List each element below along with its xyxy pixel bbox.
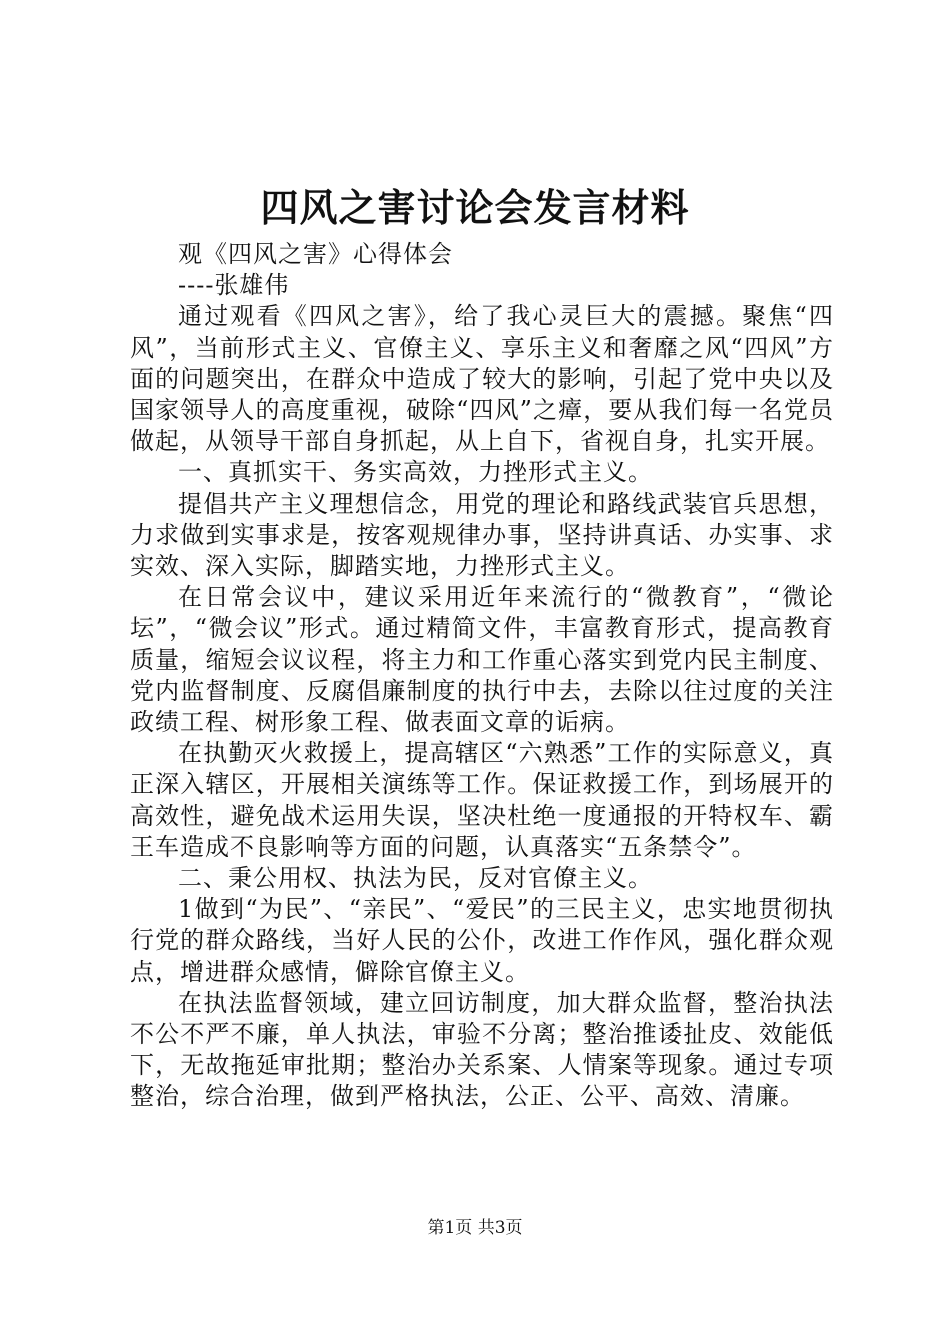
document-title: 四风之害讨论会发言材料 (260, 185, 690, 230)
document-subtitle: 观《四风之害》心得体会 (178, 240, 453, 268)
page-number-footer: 第1页 共3页 (427, 1218, 523, 1238)
paragraph: 1做到“为民”、“亲民”、“爱民”的三民主义，忠实地贯彻执行党的群众路线，当好人民的公仆，改进工作作风，强化群众观点，增进群众感情，僻除官僚主义。 (130, 895, 834, 986)
document-author: ----张雄伟 (178, 271, 290, 300)
section-heading-1: 一、真抓实干、务实高效，力挫形式主义。 (178, 458, 653, 487)
paragraph: 提倡共产主义理想信念，用党的理论和路线武装官兵思想，力求做到实事求是，按客观规律办事，坚持讲真话、办实事、求实效、深入实际，脚踏实地，力挫形式主义。 (130, 489, 834, 581)
paragraph-intro: 通过观看《四风之害》，给了我心灵巨大的震撼。聚焦“四风”，当前形式主义、官僚主义、享乐主义和奢靡之风“四风”方面的问题突出，在群众中造成了较大的影响，引起了党中央以及国家领导人的高度重视，破除“四风”之瘴，要从我们每一名党员做起，从领导干部自身抓起，从上自下，省视自身，扎实开展。 (130, 302, 834, 456)
section-heading-2: 二、秉公用权、执法为民，反对官僚主义。 (178, 864, 653, 893)
paragraph: 在执勤灭火救援上，提高辖区“六熟悉”工作的实际意义，真正深入辖区，开展相关演练等工作。保证救援工作，到场展开的高效性，避免战术运用失误，坚决杜绝一度通报的开特权车、霸王车造成不良影响等方面的问题，认真落实“五条禁令”。 (130, 739, 834, 861)
paragraph: 在日常会议中，建议采用近年来流行的“微教育”，“微论坛”，“微会议”形式。通过精简文件，丰富教育形式，提高教育质量，缩短会议议程，将主力和工作重心落实到党内民主制度、党内监督制度、反腐倡廉制度的执行中去，去除以往过度的关注政绩工程、树形象工程、做表面文章的诟病。 (130, 583, 834, 737)
document-body (130, 239, 834, 1113)
paragraph: 在执法监督领域，建立回访制度，加大群众监督，整治执法不公不严不廉，单人执法，审验不分离；整治推诿扯皮、效能低下，无故拖延审批期；整治办关系案、人情案等现象。通过专项整治，综合治理，做到严格执法，公正、公平、高效、清廉。 (130, 988, 834, 1111)
